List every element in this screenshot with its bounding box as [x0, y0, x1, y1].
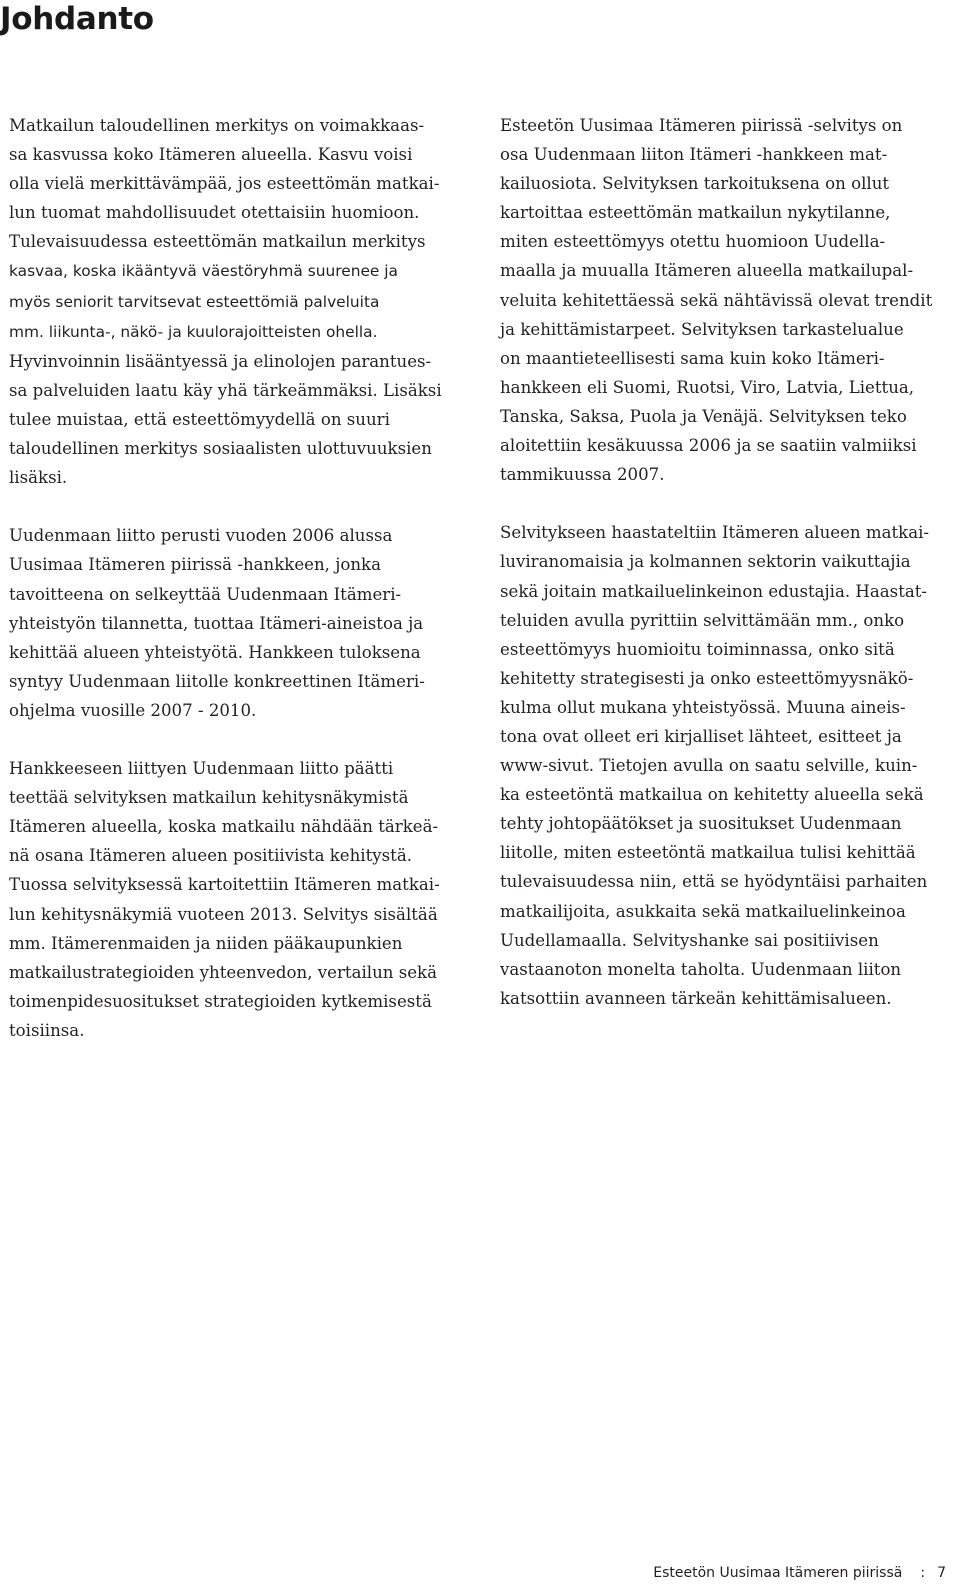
page-footer: [653, 1564, 946, 1582]
intro-paragraph: [9, 111, 459, 492]
right-column: [500, 111, 945, 1042]
intro-serif-text-b: Hyvinvoinnin lisääntyessä ja elinolojen parantues- sa palveluiden laatu käy yhä tärkeämmäksi. Lisäksi tulee muistaa, että esteettömyydellä on suuri taloudellinen merkitys sosiaalisten ulottuvuuksien lisäksi.: [9, 351, 442, 488]
intro-sans-text: kasvaa, koska ikääntyvä väestöryhmä suurenee ja myös seniorit tarvitsevat esteettömiä palveluita mm. liikunta-, näkö- ja kuulorajoitteisten ohella.: [9, 262, 398, 341]
footer-separator: :: [920, 1565, 926, 1581]
survey-purpose-paragraph: Esteetön Uusimaa Itämeren piirissä -selvitys on osa Uudenmaan liiton Itämeri -hankkeen mat- kailuosiota. Selvityksen tarkoituksena on ollut kartoittaa esteettömän matkailun nykytilanne, miten esteettömyys otettu huomioon Uudella- maalla ja muualla Itämeren alueella matkailupal- veluita kehitettäessä sekä nähtävissä olevat trendit ja kehittämistarpeet. Selvityksen tarkastelualue on maantieteellisesti sama kuin koko Itämeri- hankkeen eli Suomi, Ruotsi, Viro, Latvia, Liettua, Tanska, Saksa, Puola ja Venäjä. Selvityksen teko aloitettiin kesäkuussa 2006 ja se saatiin valmiiksi tammikuussa 2007.: [500, 116, 933, 485]
page-title: Johdanto: [0, 1, 154, 37]
page-number: 7: [937, 1565, 946, 1581]
interviews-paragraph: Selvitykseen haastateltiin Itämeren alueen matkai- luviranomaisia ja kolmannen sektorin vaikuttajia sekä joitain matkailuelinkeinon edustajia. Haastat- teluiden avulla pyrittiin selvittämään mm., onko esteettömyys huomioitu toiminnassa, onko sitä kehitetty strategisesti ja onko esteettömyysnäkö- kulma ollut mukana yhteistyössä. Muuna aineis- tona ovat olleet eri kirjalliset lähteet, esitteet ja www-sivut. Tietojen avulla on saatu selville, kuin- ka esteetöntä matkailua on kehitetty alueella sekä tehty johtopäätökset ja suositukset Uudenmaan liitolle, miten esteetöntä matkailua tulisi kehittää tulevaisuudessa niin, että se hyödyntäisi parhaiten matkailijoita, asukkaita sekä matkailuelinkeinoa Uudellamaalla. Selvityshanke sai positiivisen vastaanoton monelta taholta. Uudenmaan liiton katsottiin avanneen tärkeän kehittämisalueen.: [500, 523, 930, 1008]
study-paragraph: Hankkeeseen liittyen Uudenmaan liitto päätti teettää selvityksen matkailun kehitysnäkymistä Itämeren alueella, koska matkailu nähdään tärkeä- nä osana Itämeren alueen positiivista kehitystä. Tuossa selvityksessä kartoitettiin Itämeren matkai- lun kehitysnäkymiä vuoteen 2013. Selvitys sisältää mm. Itämerenmaiden ja niiden pääkaupunkien matkailustrategioiden yhteenvedon, vertailun sekä toimenpidesuositukset strategioiden kytkemisestä toisiinsa.: [9, 759, 440, 1040]
left-column: [9, 111, 459, 1074]
intro-serif-text-a: Matkailun taloudellinen merkitys on voimakkaas- sa kasvussa koko Itämeren alueella. Kasvu voisi olla vielä merkittävämpää, jos esteettömän matkai- lun tuomat mahdollisuudet otettaisiin huomioon. Tulevaisuudessa esteettömän matkailun merkitys: [9, 116, 440, 252]
project-paragraph: Uudenmaan liitto perusti vuoden 2006 alussa Uusimaa Itämeren piirissä -hankkeen, jonka tavoitteena on selkeyttää Uudenmaan Itämeri- yhteistyön tilannetta, tuottaa Itämeri-aineistoa ja kehittää alueen yhteistyötä. Hankkeen tuloksena syntyy Uudenmaan liitolle konkreettinen Itämeri- ohjelma vuosille 2007 - 2010.: [9, 526, 425, 720]
footer-publication-title: Esteetön Uusimaa Itämeren piirissä: [653, 1565, 903, 1581]
